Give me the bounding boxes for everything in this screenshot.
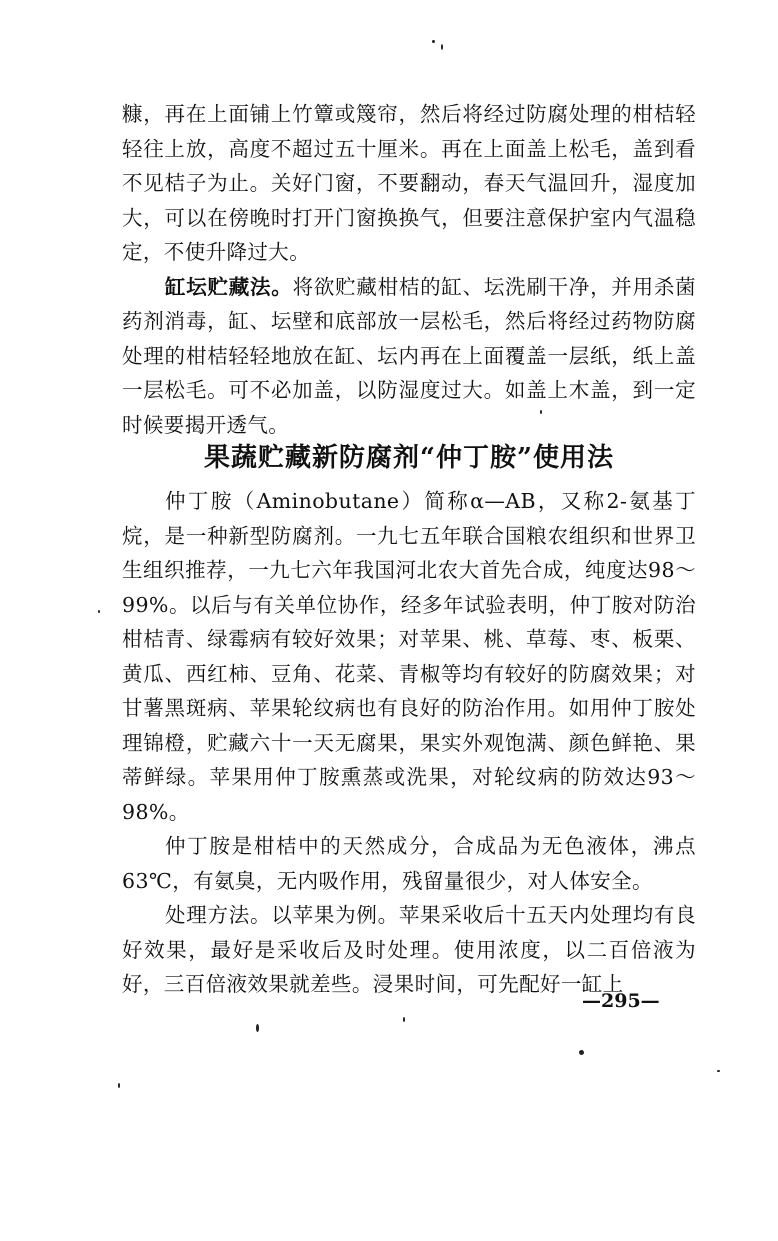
scan-speck: [579, 1050, 584, 1055]
scan-speck: [717, 1070, 720, 1072]
section-title: 果蔬贮藏新防腐剂“仲丁胺”使用法: [204, 443, 614, 473]
paragraph-aminobutane-intro: 仲丁胺（Aminobutane）简称α—AB，又称2-氨基丁烷，是一种新型防腐剂。一九七五年联合国粮农组织和世界卫生组织推荐，一九七六年我国河北农大首先合成，纯度达98～99%。以后与有关单位协作，经多年试验表明，仲丁胺对防治柑桔青、绿霉病有较好效果；对苹果、桃、草莓、枣、板栗、黄瓜、西红柿、豆角、花菜、青椒等均有较好的防腐效果；对甘薯黑斑病、苹果轮纹病也有良好的防治作用。如用仲丁胺处理锦橙，贮藏六十一天无腐果，果实外观饱满、颜色鲜艳、果蒂鲜绿。苹果用仲丁胺熏蒸或洗果，对轮纹病的防效达93～98%。: [122, 489, 696, 824]
text-block-top: [122, 97, 696, 442]
scan-speck: [98, 610, 100, 613]
scan-speck: [540, 410, 542, 414]
paragraph-treatment-method: [122, 898, 696, 1002]
page-number: —295—: [582, 990, 660, 1012]
scan-speck: [441, 44, 443, 50]
paragraph-jar-storage: [122, 270, 696, 443]
paragraph-treatment-body: 以苹果为例。苹果采收后十五天内处理均有良好效果，最好是采收后及时处理。使用浓度，以二百倍液为好，三百倍液效果就差些。浸果时间，可先配好一缸上: [122, 903, 697, 996]
scan-speck: [256, 1024, 259, 1032]
run-in-heading-treatment: 处理方法。: [165, 903, 272, 927]
text-block-bottom: [122, 484, 696, 1002]
run-in-heading-jar-storage: 缸坛贮藏法。: [165, 274, 293, 299]
paragraph-aminobutane-properties: 仲丁胺是柑桔中的天然成分，合成品为无色液体，沸点63℃，有氨臭，无内吸作用，残留量很少，对人体安全。: [122, 834, 696, 893]
scan-speck: [432, 40, 435, 43]
scan-speck: [403, 1017, 405, 1022]
paragraph-storage-continued: 糠，再在上面铺上竹簟或篾帘，然后将经过防腐处理的柑桔轻轻往上放，高度不超过五十厘米。再在上面盖上松毛，盖到看不见桔子为止。关好门窗，不要翻动，春天气温回升，湿度加大，可以在傍晚时打开门窗换换气，但要注意保护室内气温稳定，不使升降过大。: [122, 102, 696, 264]
paragraph-jar-storage-body: 将欲贮藏柑桔的缸、坛洗刷干净，并用杀菌药剂消毒，缸、坛壁和底部放一层松毛，然后将经过药物防腐处理的柑桔轻轻地放在缸、坛内再在上面覆盖一层纸，纸上盖一层松毛。可不必加盖，以防湿度过大。如盖上木盖，到一定时候要揭开透气。: [122, 274, 696, 437]
scan-speck: [118, 1083, 120, 1088]
